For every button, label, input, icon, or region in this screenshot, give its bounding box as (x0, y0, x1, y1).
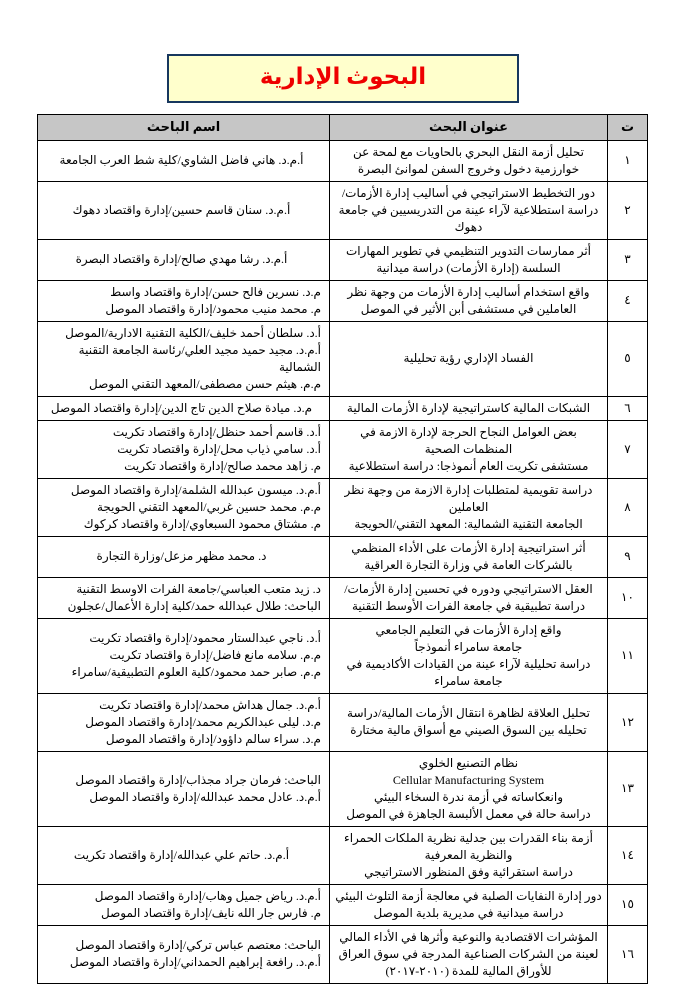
research-title-cell (330, 140, 608, 181)
row-number: ٨ (608, 478, 648, 536)
researcher-name-cell (38, 280, 330, 321)
researcher-name-line: أ.م.د. رياض جميل وهاب/إدارة واقتصاد الموصل (94, 888, 321, 903)
researcher-name-line: أ.م.د. رشا مهدي صالح/إدارة واقتصاد البصرة (75, 252, 288, 267)
researcher-name-cell (38, 478, 330, 536)
researcher-name-line: م. مشتاق محمود السبعاوي/إدارة واقتصاد كركوك (83, 516, 321, 531)
researcher-name-line: م.د. سراء سالم داؤود/إدارة واقتصاد الموصل (105, 731, 321, 746)
researcher-name-cell (38, 925, 330, 983)
research-title-cell (330, 826, 608, 884)
researcher-name-line: أ.م.د. جمال هداش محمد/إدارة واقتصاد تكريت (99, 697, 321, 712)
table-row (38, 181, 648, 239)
researcher-name-cell (38, 140, 330, 181)
row-number: ٧ (608, 420, 648, 478)
research-title-cell (330, 693, 608, 751)
table-row (38, 925, 648, 983)
research-title-cell (330, 280, 608, 321)
row-number: ٢ (608, 181, 648, 239)
table-row (38, 751, 648, 826)
researcher-name-line: م.د. ميادة صلاح الدين تاج الدين/إدارة واقتصاد الموصل (50, 400, 313, 415)
researcher-name-line: أ.د. ناجي عبدالستار محمود/إدارة واقتصاد تكريت (89, 631, 321, 646)
researcher-name-cell (38, 751, 330, 826)
table-row (38, 280, 648, 321)
research-title-line: تحليل العلاقة لظاهرة انتقال الأزمات المالية/دراسة تحليله بين السوق الصيني مع أسواق مالية مختارة (347, 706, 590, 738)
row-number: ٣ (608, 239, 648, 280)
research-title-line: دراسة ميدانية في مديرية بلدية الموصل (373, 905, 564, 920)
researcher-name-line: الباحث: معتصم عباس تركي/إدارة واقتصاد الموصل (75, 938, 321, 953)
research-title-cell (330, 420, 608, 478)
header-row (38, 114, 648, 140)
research-title-cell (330, 884, 608, 925)
researcher-name-line: م.م. هيثم حسن مصطفى/المعهد التقني الموصل (88, 376, 321, 391)
researcher-name-cell (38, 321, 330, 396)
researcher-name-cell (38, 693, 330, 751)
table-row (38, 536, 648, 577)
table-row (38, 577, 648, 618)
research-title-line: Cellular Manufacturing System (392, 772, 545, 787)
table-row (38, 693, 648, 751)
researcher-name-cell (38, 239, 330, 280)
research-title-cell (330, 536, 608, 577)
researcher-name-line: أ.م.د. ميسون عبدالله الشلمة/إدارة واقتصاد الموصل (70, 482, 321, 497)
column-header-researcher-name: اسم الباحث (38, 114, 330, 140)
researcher-name-line: د. زيد متعب العباسي/جامعة الفرات الاوسط التقنية (76, 581, 321, 596)
research-title-cell (330, 181, 608, 239)
researcher-name-line: م. زاهد محمد صالح/إدارة واقتصاد تكريت (124, 458, 321, 473)
research-title-line: أزمة بناء القدرات بين جدلية نظرية الملكات الحمراء (344, 830, 593, 845)
researcher-name-line: م. فارس جار الله نايف/إدارة واقتصاد الموصل (100, 905, 321, 920)
research-title-cell (330, 396, 608, 420)
column-header-research-title: عنوان البحث (330, 114, 608, 140)
researcher-name-line: د. محمد مظهر مزعل/وزارة التجارة (96, 549, 267, 564)
research-title-line: وانعكاساته في أزمة ندرة السخاء البيئي (373, 789, 564, 804)
researcher-name-line: أ.م.د. عادل محمد عبدالله/إدارة واقتصاد الموصل (89, 789, 321, 804)
research-title-line: والنظرية المعرفية (424, 847, 513, 862)
research-title-line: تحليل أزمة النقل البحري بالحاويات مع لمحة عن خوارزمية دخول وخروج السفن لموانئ البصرة (353, 144, 584, 176)
researcher-name-line: أ.م.د. حاتم علي عبدالله/إدارة واقتصاد تكريت (73, 847, 290, 862)
table-row (38, 140, 648, 181)
table-row (38, 420, 648, 478)
research-title-line: دراسة حالة في معمل الألبسة الجاهزة في الموصل (346, 806, 591, 821)
researcher-name-line: أ.د. سلطان أحمد خليف/الكلية التقنية الادارية/الموصل (65, 325, 321, 340)
research-title-line: واقع استخدام أساليب إدارة الأزمات من وجهة نظر العاملين في مستشفى أبن الأثير في الموصل (347, 284, 590, 316)
title-container (38, 54, 648, 103)
row-number: ١٠ (608, 577, 648, 618)
row-number: ١٣ (608, 751, 648, 826)
row-number: ١٢ (608, 693, 648, 751)
researcher-name-line: م.م. محمد حسين غربي/المعهد التقني الحويجة (96, 499, 321, 514)
researcher-name-line: م.د. ليلى عبدالكريم محمد/إدارة واقتصاد الموصل (85, 714, 321, 729)
page-title: البحوث الإدارية (259, 64, 427, 89)
researcher-name-cell (38, 577, 330, 618)
research-table-body (38, 140, 648, 983)
table-row (38, 884, 648, 925)
row-number: ١٦ (608, 925, 648, 983)
research-title-line: مستشفى تكريت العام أنموذجا: دراسة استطلاعية (348, 458, 589, 473)
research-title-cell (330, 321, 608, 396)
researcher-name-line: م. محمد منيب محمود/إدارة واقتصاد الموصل (105, 301, 321, 316)
researcher-name-line: أ.م.د. هاني فاضل الشاوي/كلية شط العرب الجامعة (59, 153, 304, 168)
research-title-line: دور إدارة النفايات الصلبة في معالجة أزمة التلوث البيئي (335, 888, 602, 903)
research-title-line: دراسة تقويمية لمتطلبات إدارة الازمة من وجهة نظر العاملين (344, 482, 593, 514)
row-number: ١ (608, 140, 648, 181)
research-title-line: واقع إدارة الأزمات في التعليم الجامعي (375, 622, 562, 637)
researcher-name-line: م.د. نسرين فالح حسن/إدارة واقتصاد واسط (110, 284, 321, 299)
researcher-name-line: أ.م.د. مجيد حميد مجيد العلي/رئاسة الجامعة التقنية الشمالية (78, 342, 321, 374)
table-header (38, 114, 648, 140)
research-title-line: نظام التصنيع الخلوي (418, 755, 519, 770)
researcher-name-line: أ.م.د. سنان قاسم حسين/إدارة واقتصاد دهوك (72, 202, 291, 217)
researcher-name-line: م.م. صابر حمد محمود/كلية العلوم التطبيقية/سامراء (71, 665, 321, 680)
researcher-name-cell (38, 396, 330, 420)
research-title-line: بعض العوامل النجاح الحرجة لإدارة الازمة في المنظمات الصحية (360, 424, 577, 456)
researcher-name-line: الباحث: طلال عبدالله حمد/كلية إدارة الأعمال/عجلون (67, 598, 321, 613)
research-title-line: الفساد الإداري رؤية تحليلية (403, 351, 534, 366)
research-title-cell (330, 925, 608, 983)
research-title-cell (330, 751, 608, 826)
research-title-line: الجامعة التقنية الشمالية: المعهد التقني/الحويجة (354, 516, 583, 531)
row-number: ٤ (608, 280, 648, 321)
table-row (38, 239, 648, 280)
research-title-line: الشبكات المالية كاستراتيجية لإدارة الأزمات المالية (346, 400, 591, 415)
researcher-name-line: م.م. سلامه مانع فاضل/إدارة واقتصاد تكريت (109, 648, 321, 663)
column-header-number: ت (608, 114, 648, 140)
research-title-cell (330, 478, 608, 536)
row-number: ٩ (608, 536, 648, 577)
research-title-cell (330, 239, 608, 280)
researcher-name-cell (38, 181, 330, 239)
researcher-name-line: أ.د. سامي ذياب محل/إدارة واقتصاد تكريت (117, 441, 321, 456)
researcher-name-cell (38, 826, 330, 884)
row-number: ١٤ (608, 826, 648, 884)
research-title-line: أثر ممارسات التدوير التنظيمي في تطوير المهارات السلسة (إدارة الأزمات) دراسة ميدانية (345, 243, 592, 275)
row-number: ١٥ (608, 884, 648, 925)
research-title-line: للأوراق المالية للمدة (٢٠١٠-٢٠١٧) (385, 963, 552, 978)
table-row (38, 396, 648, 420)
research-title-line: دراسة تحليلية لآراء عينة من القيادات الأكاديمية في جامعة سامراء (346, 656, 591, 688)
research-title-line: جامعة سامراء أنموذجاً (414, 639, 523, 654)
researcher-name-line: أ.م.د. رافعة إبراهيم الحمداني/إدارة واقتصاد الموصل (69, 955, 321, 970)
row-number: ١١ (608, 618, 648, 693)
page-title-box (167, 54, 519, 103)
research-title-cell (330, 577, 608, 618)
table-row (38, 618, 648, 693)
research-title-line: المؤشرات الاقتصادية والنوعية وأثرها في الأداء المالي (339, 929, 598, 944)
researcher-name-cell (38, 420, 330, 478)
research-title-line: لعينة من الشركات الصناعية المدرجة في سوق العراق (338, 946, 599, 961)
researcher-name-line: الباحث: فرمان جراد مجذاب/إدارة واقتصاد الموصل (75, 772, 321, 787)
research-title-line: أثر استراتيجية إدارة الأزمات على الأداء المنظمي (351, 540, 586, 555)
research-title-line: العقل الاستراتيجي ودوره في تحسين إدارة الأزمات/دراسة تطبيقية في جامعة الفرات الأوسط التقنية (344, 581, 593, 613)
researcher-name-cell (38, 884, 330, 925)
table-row (38, 321, 648, 396)
research-title-line: بالشركات العامة في وزارة التجارة العراقية (364, 557, 573, 572)
research-title-line: دور التخطيط الاستراتيجي في أساليب إدارة الأزمات/دراسة استطلاعية لآراء عينة من التدريسيين في جامعة دهوك (338, 185, 599, 234)
table-row (38, 826, 648, 884)
row-number: ٦ (608, 396, 648, 420)
research-title-line: دراسة استقرائية وفق المنظور الاستراتيجي (364, 864, 573, 879)
researcher-name-cell (38, 618, 330, 693)
table-row (38, 478, 648, 536)
research-table (37, 114, 648, 984)
row-number: ٥ (608, 321, 648, 396)
researcher-name-cell (38, 536, 330, 577)
researcher-name-line: أ.د. قاسم أحمد حنظل/إدارة واقتصاد تكريت (112, 424, 321, 439)
research-title-cell (330, 618, 608, 693)
